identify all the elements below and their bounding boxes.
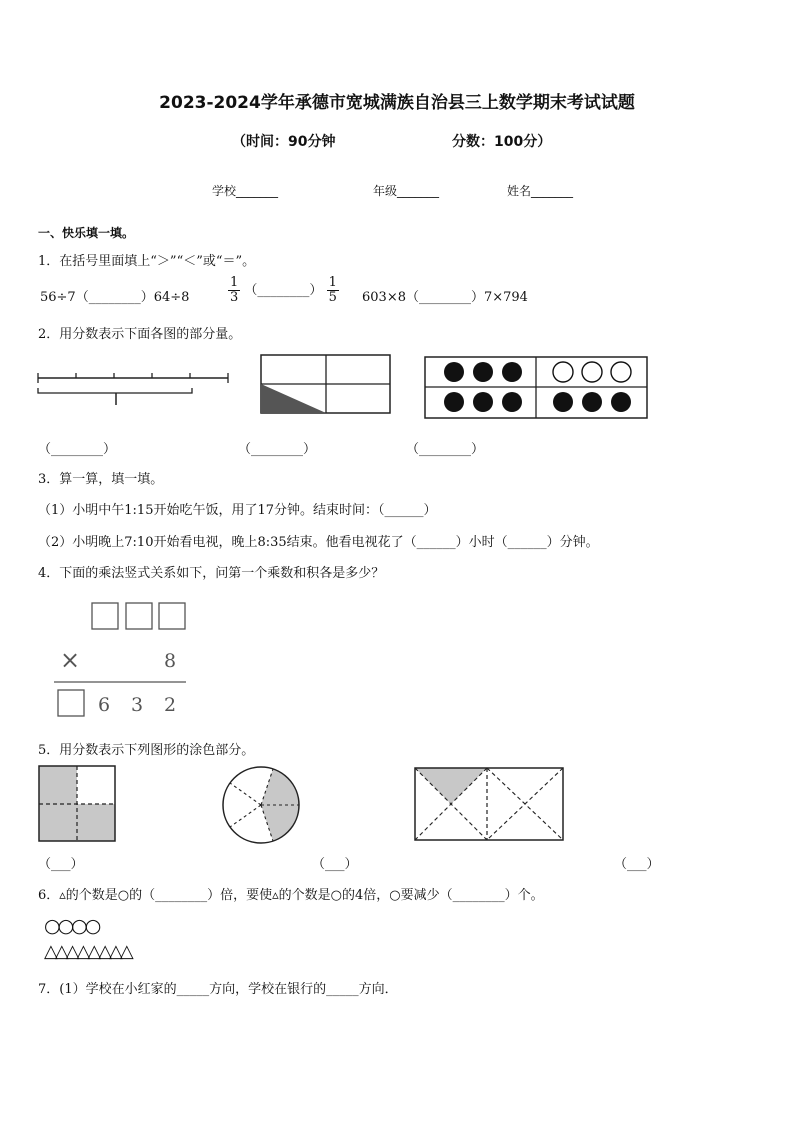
segment-line-figure [36, 370, 232, 410]
circle-shaded-figure [221, 765, 301, 845]
triangles-row: △△△△△△△△ [44, 941, 131, 962]
q1-item1[interactable]: 56÷7（________）64÷8 [40, 290, 190, 305]
q2-answer-3[interactable]: （________） [406, 442, 485, 457]
q2-answer-1[interactable]: （________） [38, 442, 117, 457]
name-field[interactable]: 姓名_______ [507, 184, 574, 198]
q7-prompt[interactable]: 7．(1）学校在小红家的_____方向，学校在银行的_____方向． [38, 982, 398, 997]
q2-prompt: 2．用分数表示下面各图的部分量。 [38, 327, 242, 342]
rectangle-triangles-figure [414, 767, 566, 843]
q3-sub1[interactable]: （1）小明中午1:15开始吃午饭，用了17分钟。结束时间：（______） [38, 503, 437, 518]
school-field[interactable]: 学校_______ [212, 184, 279, 198]
times-sign: × [60, 646, 81, 674]
multiplier-digit: 8 [164, 650, 177, 672]
rectangle-shaded-triangle [260, 354, 391, 414]
dots-grid-figure [424, 356, 649, 419]
q4-prompt: 4．下面的乘法竖式关系如下，问第一个乘数和积各是多少？ [38, 566, 385, 581]
product-digit: 6 [98, 694, 111, 716]
q5-answer-3[interactable]: （___） [614, 857, 660, 872]
exam-score: 分数：100分） [452, 134, 552, 150]
grade-field[interactable]: 年级_______ [373, 184, 440, 198]
q2-answer-2[interactable]: （________） [238, 442, 317, 457]
square-shaded-figure [38, 765, 118, 843]
q1-item2[interactable] [228, 276, 339, 305]
section-title: 一、快乐填一填。 [38, 226, 135, 240]
q5-prompt: 5．用分数表示下列图形的涂色部分。 [38, 743, 255, 758]
q6-prompt[interactable]: 6．▵的个数是○的（________）倍，要使▵的个数是○的4倍，○要减少（________）个。 [38, 888, 544, 903]
q3-prompt: 3．算一算，填一填。 [38, 472, 164, 487]
product-digit: 2 [164, 694, 177, 716]
exam-time: （时间：90分钟 [232, 134, 336, 150]
circles-row: ○○○○ [44, 915, 99, 937]
q1-item3[interactable]: 603×8（________）7×794 [362, 290, 528, 305]
fraction-one-third: $\frac{1}{3}$ [230, 275, 239, 305]
q1-item2-blank[interactable]: （________） [244, 283, 323, 298]
q5-answer-1[interactable]: （___） [38, 857, 84, 872]
q3-sub2[interactable]: （2）小明晚上7:10开始看电视，晚上8:35结束。他看电视花了（______）小时（______）分钟。 [38, 535, 599, 550]
product-digit: 3 [131, 694, 144, 716]
fraction-one-fifth: $\frac{1}{5}$ [328, 275, 337, 305]
q5-answer-2[interactable]: （___） [312, 857, 358, 872]
page-title: 2023-2024学年承德市宽城满族自治县三上数学期末考试试题 [159, 93, 635, 113]
q1-prompt: 1．在括号里面填上“＞”“＜”或“＝”。 [38, 254, 256, 269]
